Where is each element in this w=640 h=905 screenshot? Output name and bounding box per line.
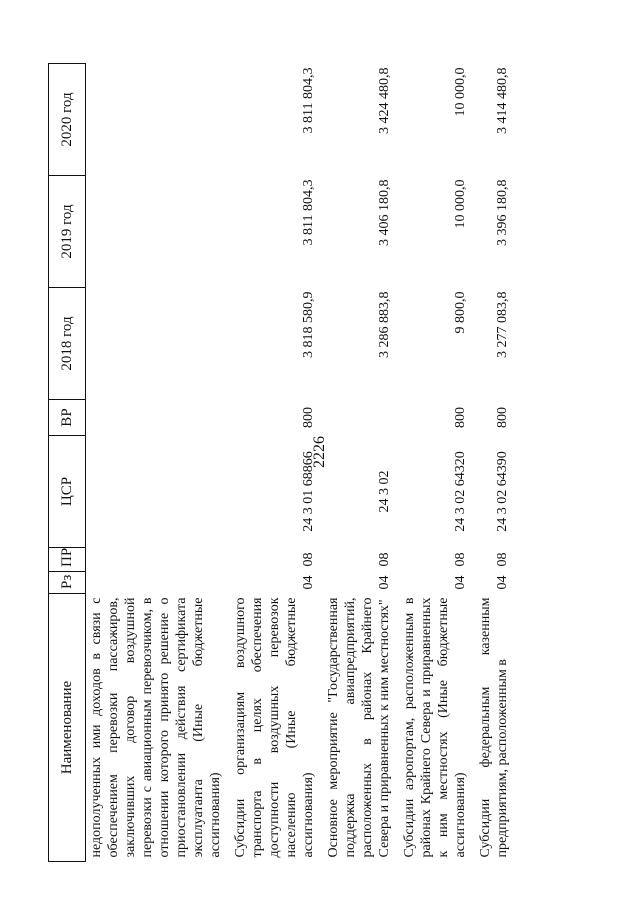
row-2019: 3 811 804,3 — [301, 179, 316, 246]
row-rz: 04 — [453, 575, 468, 590]
header-2019: 2019 год — [49, 176, 86, 288]
row-2020: 3 414 480,8 — [495, 67, 510, 134]
row-vr — [86, 400, 231, 436]
row-2020: 3 811 804,3 — [301, 67, 316, 134]
table-header — [49, 64, 86, 862]
row-2018: 9 800,0 — [453, 291, 468, 334]
row-2018 — [86, 288, 231, 400]
header-name: Наименование — [49, 594, 86, 862]
row-pr — [86, 548, 231, 572]
row-2018: 3 277 083,8 — [495, 291, 510, 358]
row-2018: 3 286 883,8 — [377, 291, 392, 358]
row-2019: 3 396 180,8 — [495, 179, 510, 246]
row-pr: 08 — [377, 552, 392, 567]
row-2018: 3 818 580,9 — [301, 291, 316, 358]
rotated-table-container — [48, 64, 536, 862]
row-vr: 800 — [495, 407, 510, 428]
row-2019: 3 406 180,8 — [377, 179, 392, 246]
row-2020: 3 424 480,8 — [377, 67, 392, 134]
row-pr: 08 — [301, 552, 316, 567]
budget-table — [48, 63, 517, 862]
row-name: Субсидии аэропортам, расположенным в районах Крайнего Севера и приравненных к ним местностях (Иные бюджетные ассигнования) — [402, 597, 468, 858]
row-name: Субсидии федеральным казенным предприятиям, расположенным в — [478, 597, 510, 858]
header-2018: 2018 год — [49, 288, 86, 400]
header-csr: ЦСР — [49, 436, 86, 548]
table-row — [323, 64, 399, 862]
header-vr: ВР — [49, 400, 86, 436]
row-rz — [86, 572, 231, 594]
page-number: 2226 — [311, 436, 328, 469]
row-name: Субсидии организациям воздушного транспорта в целях обеспечения доступности воздушных перевозок населению (Иные бюджетные ассигнования) — [233, 597, 316, 858]
row-csr: 24 3 02 64390 — [495, 451, 510, 532]
row-pr: 08 — [453, 552, 468, 567]
row-rz: 04 — [301, 575, 316, 590]
table-row — [399, 64, 475, 862]
row-2020: 10 000,0 — [453, 67, 468, 117]
row-csr: 24 3 02 — [377, 470, 392, 513]
row-2019 — [86, 176, 231, 288]
row-vr: 800 — [453, 407, 468, 428]
table-row — [230, 64, 323, 862]
header-pr: ПР — [49, 548, 86, 572]
row-pr: 08 — [495, 552, 510, 567]
row-name: Основное мероприятие "Государственная поддержка авиапредприятий, расположенных в районах Крайнего Севера и приравненных к ним местностях" — [326, 597, 392, 858]
row-name: недополученных ими доходов в связи с обеспечением перевозки пассажиров, заключивших договор воздушной перевозки с авиационным перевозчиком, в отношении которого принято решение о приостановлении действия сертификата эксплуатанта (Иные бюджетные ассигнования) — [89, 597, 223, 858]
row-2019: 10 000,0 — [453, 179, 468, 229]
row-csr: 24 3 01 68866 — [301, 451, 316, 532]
table-body — [86, 64, 518, 862]
header-2020: 2020 год — [49, 64, 86, 176]
table-row — [475, 64, 517, 862]
row-csr — [86, 436, 231, 548]
budget-table-region — [48, 64, 640, 858]
row-rz: 04 — [377, 575, 392, 590]
row-vr: 800 — [301, 407, 316, 428]
header-rz: Рз — [49, 572, 86, 594]
row-2020 — [86, 64, 231, 176]
table-row — [86, 64, 231, 862]
row-vr — [323, 400, 399, 436]
row-rz: 04 — [495, 575, 510, 590]
row-csr: 24 3 02 64320 — [453, 451, 468, 532]
